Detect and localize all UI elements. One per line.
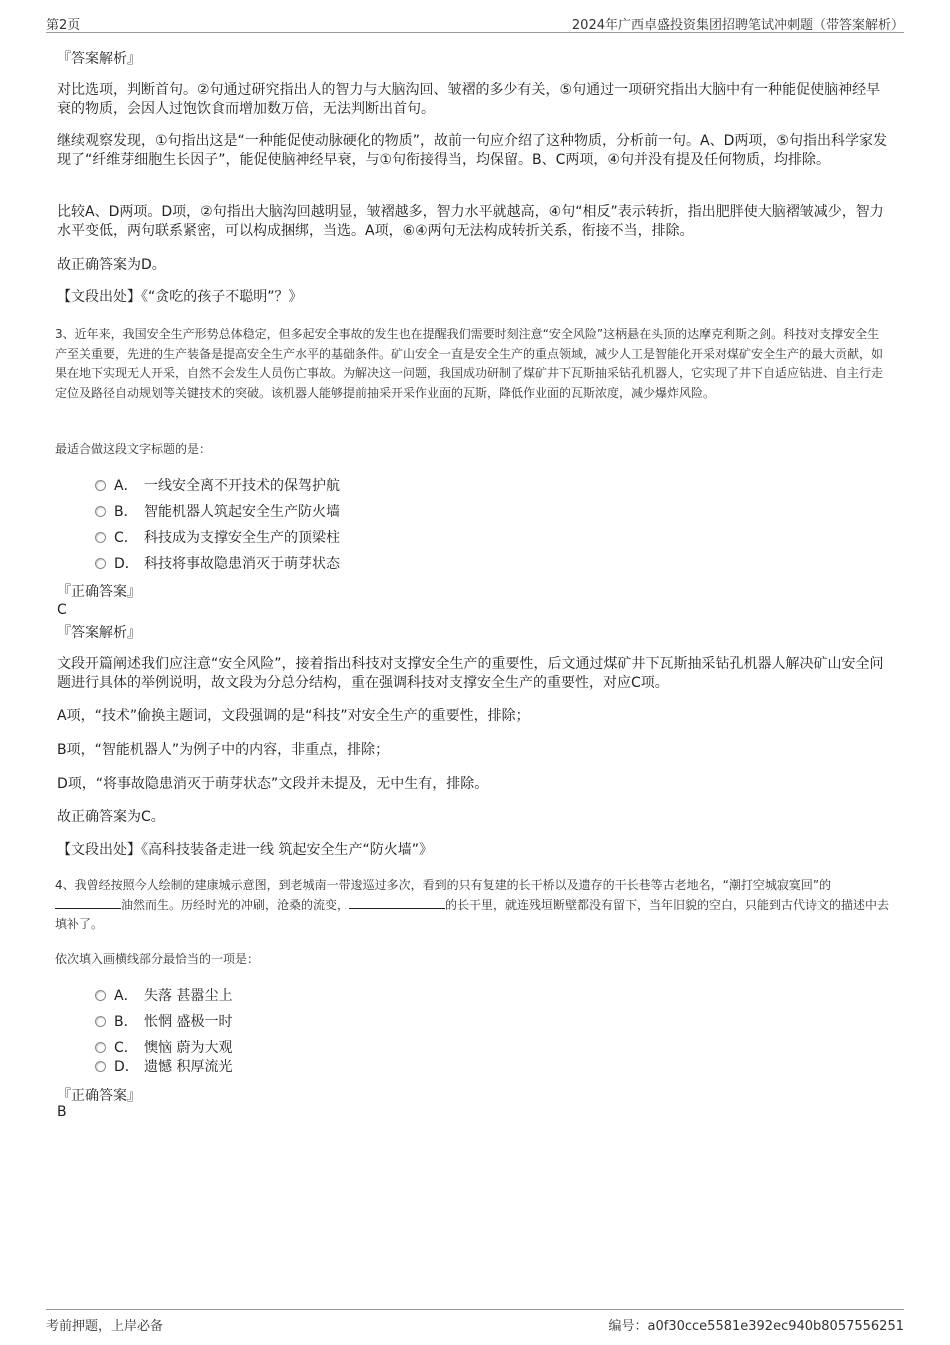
radio-button[interactable] [95,558,106,569]
document-title: 2024年广西卓盛投资集团招聘笔试冲刺题（带答案解析） [571,18,904,33]
q4-stem: 4、我曾经按照今人绘制的建康城示意图，到老城南一带逡巡过多次，看到的只有复建的长干桥以及遗存的干长巷等古老地名，“潮打空城寂寞回”的油然而生。历经时光的冲刷，沧桑的流变， 的长干里，就连残垣断壁都没有留下，当年旧貌的空白，只能到古代诗文的描述中去填补了。 [55,878,890,931]
q2-source: 【文段出处】《“贪吃的孩子不聪明”？》 [57,289,303,305]
document-code: 编号：a0f30cce5581e392ec940b8057556251 [608,1319,904,1334]
q2-analysis-label: 『答案解析』 [57,51,141,67]
q4-prompt: 依次填入画横线部分最恰当的一项是： [55,952,260,966]
q4-answer: B [57,1104,67,1120]
q3-answer: C [57,602,67,618]
q4-answer-label: 『正确答案』 [57,1088,141,1104]
page-number: 第2页 [46,18,81,33]
q3-source: 【文段出处】《高科技装备走进一线 筑起安全生产“防火墙”》 [57,842,433,858]
q2-analysis-paragraph: 比较A、D两项。D项，②句指出大脑沟回越明显，皱褶越多，智力水平就越高，④句“相反”表示转折，指出肥胖使大脑褶皱减少，智力水平变低，两句联系紧密，可以构成捆绑，当选。A项，⑥④两句无法构成转折关系，衔接不当，排除。 [57,204,884,239]
q3-analysis-label: 『答案解析』 [57,625,141,641]
q3-answer-statement: 故正确答案为C。 [57,809,165,825]
q3-analysis-paragraph: D项，“将事故隐患消灭于萌芽状态”文段并未提及，无中生有，排除。 [57,776,489,792]
radio-button[interactable] [95,1042,106,1053]
q3-option-c[interactable]: C． 科技成为支撑安全生产的顶梁柱 [95,527,340,547]
q2-answer-statement: 故正确答案为D。 [57,257,166,273]
q3-analysis-paragraph: B项，“智能机器人”为例子中的内容，非重点，排除； [57,742,390,758]
q3-answer-label: 『正确答案』 [57,584,141,600]
q2-analysis-paragraph: 继续观察发现，①句指出这是“一种能促使动脉硬化的物质”，故前一句应介绍了这种物质，分析前一句。A、D两项，⑤句指出科学家发现了“纤维芽细胞生长因子”，能促使脑神经早衰，与①句衔接得当，均保留。B、C两项，④句并没有提及任何物质，均排除。 [57,133,887,168]
q4-option-a[interactable]: A． 失落 甚嚣尘上 [95,985,232,1005]
radio-button[interactable] [95,506,106,517]
q3-option-b[interactable]: B． 智能机器人筑起安全生产防火墙 [95,501,340,521]
q2-analysis-paragraph: 对比选项，判断首句。②句通过研究指出人的智力与大脑沟回、皱褶的多少有关，⑤句通过一项研究指出大脑中有一种能促使脑神经早衰的物质，会因人过饱饮食而增加数万倍，无法判断出首句。 [57,82,881,117]
q3-stem: 3、近年来，我国安全生产形势总体稳定，但多起安全事故的发生也在提醒我们需要时刻注意“安全风险”这柄悬在头顶的达摩克利斯之剑。科技对支撑安全生产至关重要，先进的生产装备是提高安全生产水平的基础条件。矿山安全一直是安全生产的重点领域，减少人工是智能化开采对煤矿安全生产的最大贡献，如果在地下实现无人开采，自然不会发生人员伤亡事故。为解决这一问题，我国成功研制了煤矿井下瓦斯抽采钻孔机器人，它实现了井下自适应钻进、自主行走定位及路径自动规划等关键技术的突破。该机器人能够提前抽采开采作业面的瓦斯，降低作业面的瓦斯浓度，减少爆炸风险。 [55,327,884,400]
radio-button[interactable] [95,1016,106,1027]
radio-button[interactable] [95,990,106,1001]
q3-analysis-paragraph: A项，“技术”偷换主题词，文段强调的是“科技”对安全生产的重要性，排除； [57,708,530,724]
q3-analysis-paragraph: 文段开篇阐述我们应注意“安全风险”，接着指出科技对支撑安全生产的重要性，后文通过煤矿井下瓦斯抽采钻孔机器人解决矿山安全问题进行具体的举例说明，故文段为分总分结构，重在强调科技对支撑安全生产的重要性，对应C项。 [57,656,884,691]
radio-button[interactable] [95,1061,106,1072]
q3-option-a[interactable]: A． 一线安全离不开技术的保驾护航 [95,475,340,495]
q3-option-d[interactable]: D． 科技将事故隐患消灭于萌芽状态 [95,553,340,573]
q4-option-d[interactable]: D． 遗憾 积厚流光 [95,1056,232,1076]
footer-slogan: 考前押题，上岸必备 [46,1319,164,1334]
fill-blank-2[interactable] [349,896,445,909]
q3-prompt: 最适合做这段文字标题的是： [55,442,212,456]
page-footer [46,1309,904,1334]
q4-option-c[interactable]: C． 懊恼 蔚为大观 [95,1037,232,1057]
radio-button[interactable] [95,480,106,491]
q4-option-b[interactable]: B． 怅惘 盛极一时 [95,1011,232,1031]
page-header [46,10,904,33]
radio-button[interactable] [95,532,106,543]
fill-blank-1[interactable] [55,896,121,909]
